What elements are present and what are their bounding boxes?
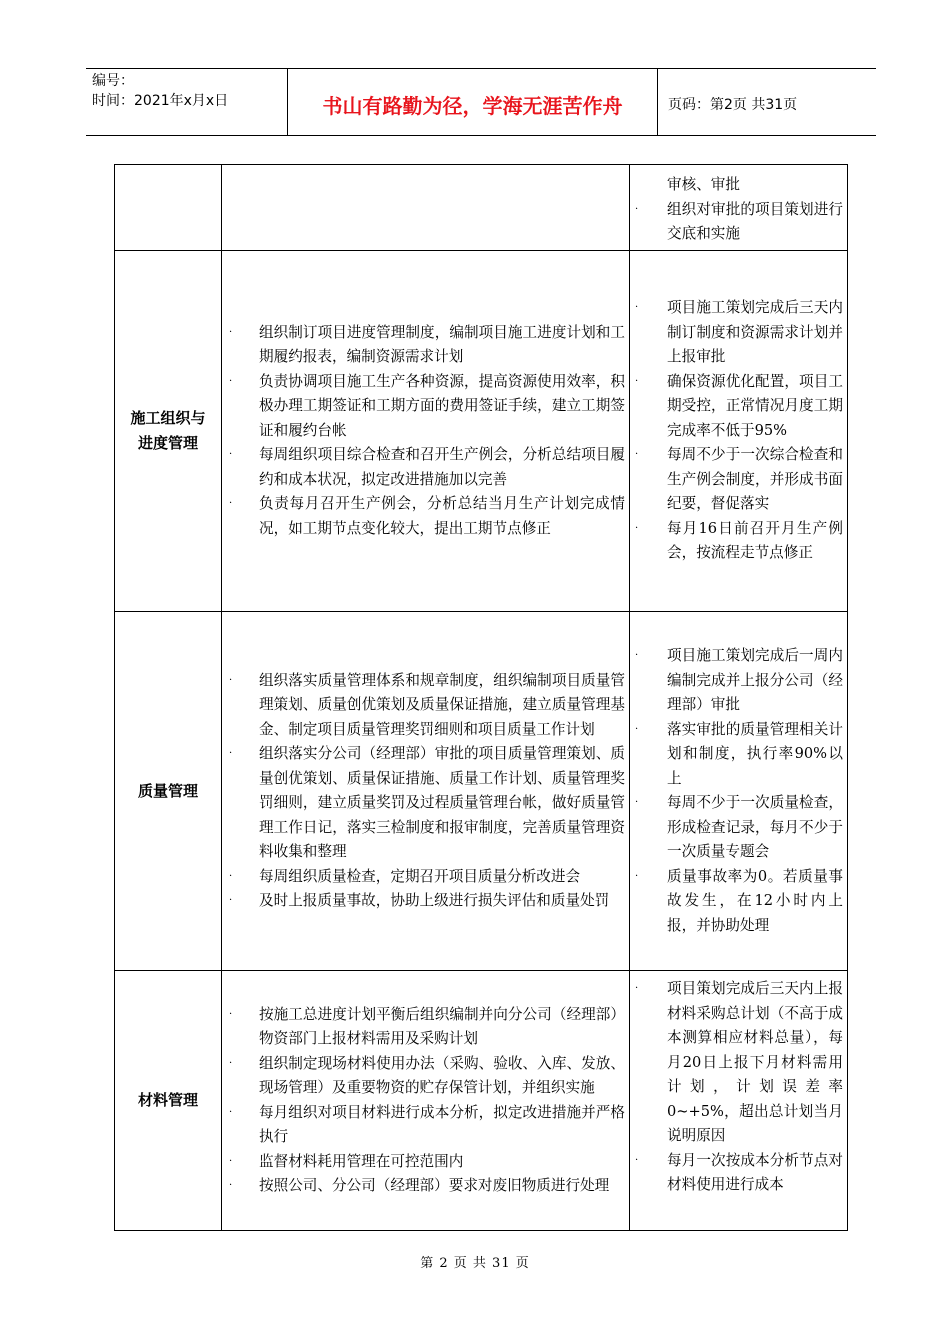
table-row (115, 971, 848, 1231)
list-item (222, 370, 629, 444)
bullet-icon: · (635, 723, 639, 735)
list-item-text: 组织落实分公司（经理部）审批的项目质量管理策划、质量创优策划、质量保证措施、质量工作计划、质量管理奖罚细则，建立质量奖罚及过程质量管理台帐，做好质量管理工作日记，落实三检制度和报审制度，完善质量管理资料收集和整理 (259, 745, 625, 860)
page-header (86, 68, 876, 136)
list-item (222, 1150, 629, 1175)
list-item-text: 组织落实质量管理体系和规章制度，组织编制项目质量管理策划、质量创优策划及质量保证措施，建立质量管理基金、制定项目质量管理奖罚细则和项目质量工作计划 (259, 671, 625, 738)
bullet-icon: · (229, 1106, 233, 1118)
list-item-text: 确保资源优化配置，项目工期受控，正常情况月度工期完成率不低于95% (667, 372, 843, 439)
list-item (222, 321, 629, 370)
standards-cell (630, 612, 848, 971)
list-item-text: 每月一次按成本分析节点对材料使用进行成本 (667, 1151, 843, 1193)
list-item (222, 865, 629, 890)
bullet-icon: · (229, 1008, 233, 1020)
bullet-icon: · (635, 797, 639, 808)
standards-cell (630, 251, 848, 612)
duties-list (222, 669, 629, 914)
list-item (630, 1149, 847, 1198)
standards-list (630, 296, 847, 566)
list-item (630, 644, 847, 718)
list-item-text: 及时上报质量事故，协助上级进行损失评估和质量处罚 (259, 892, 610, 909)
bullet-icon: · (229, 1180, 233, 1191)
responsibility-table (114, 164, 848, 1231)
duties-list (222, 321, 629, 542)
list-item-text: 组织制定现场材料使用办法（采购、验收、入库、发放、现场管理）及重要物资的贮存保管计划，并组织实施 (259, 1054, 625, 1096)
category-label: 施工组织与进度管理 (130, 409, 206, 452)
list-item (630, 198, 847, 247)
list-item (630, 517, 847, 566)
list-item (630, 977, 847, 1149)
bullet-icon: · (635, 1154, 639, 1166)
list-item (222, 1003, 629, 1052)
list-item (222, 889, 629, 914)
list-item-text: 每月16日前召开月生产例会，按流程走节点修正 (667, 519, 843, 562)
list-item-text: 每周不少于一次综合检查和生产例会制度，并形成书面纪要，督促落实 (667, 446, 843, 513)
list-item (222, 443, 629, 492)
list-item (222, 492, 629, 541)
list-item (630, 443, 847, 517)
document-number: 编号： (92, 73, 134, 89)
list-item-text: 每周组织项目综合检查和召开生产例会，分析总结项目履约和成本状况，拟定改进措施加以完善 (259, 446, 625, 488)
duties-cell (222, 971, 630, 1231)
duties-cell (222, 251, 630, 612)
list-item (222, 1052, 629, 1101)
header-meta (86, 69, 288, 135)
bullet-icon: · (635, 870, 639, 882)
list-item (630, 791, 847, 865)
list-item-text: 项目施工策划完成后三天内制订制度和资源需求计划并上报审批 (667, 299, 843, 366)
bullet-icon: · (229, 498, 233, 510)
header-slogan: 书山有路勤为径，学海无涯苦作舟 (288, 69, 658, 135)
list-item-text: 质量事故率为0。若质量事故发生，在12小时内上报，并协助处理 (667, 867, 843, 934)
table-row (115, 251, 848, 612)
standards-list (630, 644, 847, 938)
table-row (115, 612, 848, 971)
list-item-text: 监督材料耗用管理在可控范围内 (259, 1152, 464, 1170)
list-item-text: 按照公司、分公司（经理部）要求对废旧物质进行处理 (259, 1177, 610, 1194)
list-item-text: 落实审批的质量管理相关计划和制度，执行率90%以上 (667, 720, 843, 787)
bullet-icon: · (229, 449, 233, 461)
standards-list (630, 198, 847, 247)
list-item (630, 718, 847, 792)
list-item-text: 每周不少于一次质量检查，形成检查记录，每月不少于一次质量专题会 (667, 794, 843, 860)
list-item (222, 1101, 629, 1150)
bullet-icon: · (229, 326, 233, 338)
bullet-icon: · (229, 375, 233, 387)
header-page-number: 页码：第2页 共31页 (668, 97, 798, 113)
bullet-icon: · (229, 895, 233, 906)
document-time: 时间：2021年x月x日 (92, 93, 229, 109)
category-cell (115, 165, 222, 251)
standards-list (630, 977, 847, 1198)
standards-cell (630, 971, 848, 1231)
standards-cell (630, 165, 848, 251)
list-item-text: 组织制订项目进度管理制度，编制项目施工进度计划和工期履约报表，编制资源需求计划 (259, 323, 625, 366)
bullet-icon: · (229, 1057, 233, 1069)
list-item-text: 项目策划完成后三天内上报材料采购总计划（不高于成本测算相应材料总量），每月20日上报下月材料需用计划，计划误差率0~+5%，超出总计划当月说明原因 (667, 980, 843, 1144)
bullet-icon: · (229, 870, 233, 882)
duties-cell (222, 612, 630, 971)
list-item-text: 负责协调项目施工生产各种资源，提高资源使用效率，积极办理工期签证和工期方面的费用签证手续，建立工期签证和履约台帐 (259, 372, 625, 439)
bullet-icon: · (635, 203, 639, 215)
list-item-text: 按施工总进度计划平衡后组织编制并向分公司（经理部）物资部门上报材料需用及采购计划 (259, 1005, 625, 1047)
bullet-icon: · (229, 674, 233, 686)
bullet-icon: · (635, 650, 639, 661)
list-item-text: 每周组织质量检查，定期召开项目质量分析改进会 (259, 867, 581, 885)
bullet-icon: · (635, 983, 639, 994)
list-item (630, 296, 847, 370)
bullet-icon: · (635, 302, 639, 314)
list-item (630, 865, 847, 939)
list-item-text: 项目施工策划完成后一周内编制完成并上报分公司（经理部）审批 (667, 647, 843, 713)
page-footer: 第 2 页 共 31 页 (420, 1256, 530, 1271)
standards-continuation: 审核、审批 (667, 176, 740, 193)
list-item (222, 1174, 629, 1199)
list-item-text: 组织对审批的项目策划进行交底和实施 (667, 200, 843, 242)
bullet-icon: · (635, 375, 639, 387)
table-row (115, 165, 848, 251)
list-item (222, 669, 629, 743)
list-item-text: 负责每月召开生产例会，分析总结当月生产计划完成情况，如工期节点变化较大，提出工期节点修正 (259, 495, 625, 537)
category-cell: 材料管理 (115, 971, 222, 1231)
bullet-icon: · (635, 449, 639, 461)
list-item (630, 370, 847, 444)
list-item-text: 每月组织对项目材料进行成本分析，拟定改进措施并严格执行 (259, 1103, 625, 1145)
duties-list (222, 1003, 629, 1199)
category-cell (115, 251, 222, 612)
bullet-icon: · (229, 1155, 233, 1167)
list-item (222, 742, 629, 865)
bullet-icon: · (229, 748, 233, 759)
category-cell: 质量管理 (115, 612, 222, 971)
bullet-icon: · (635, 522, 639, 534)
duties-cell (222, 165, 630, 251)
